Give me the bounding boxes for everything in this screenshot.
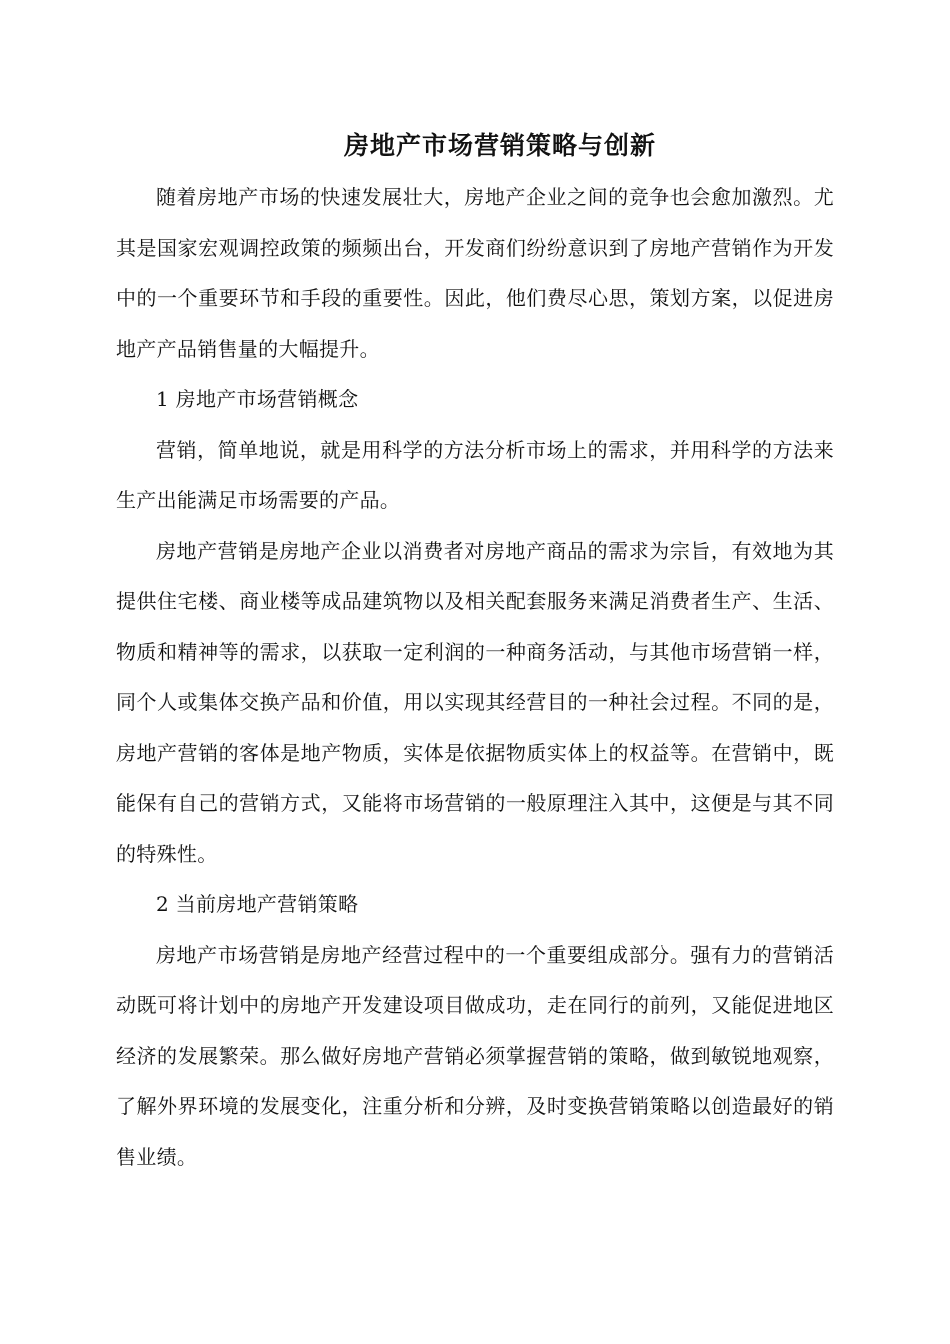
document-title: 房地产市场营销策略与创新 (343, 131, 656, 160)
real-estate-marketing-paragraph: 房地产营销是房地产企业以消费者对房地产商品的需求为宗旨，有效地为其提供住宅楼、商业楼等成品建筑物以及相关配套服务来满足消费者生产、生活、物质和精神等的需求，以获取一定利润的一种商务活动，与其他市场营销一样，同个人或集体交换产品和价值，用以实现其经营目的一种社会过程。不同的是，房地产营销的客体是地产物质，实体是依据物质实体上的权益等。在营销中，既能保有自己的营销方式，又能将市场营销的一般原理注入其中，这便是与其不同的特殊性。 (116, 538, 834, 866)
intro-paragraph: 随着房地产市场的快速发展壮大，房地产企业之间的竞争也会愈加激烈。尤其是国家宏观调控政策的频频出台，开发商们纷纷意识到了房地产营销作为开发中的一个重要环节和手段的重要性。因此，他们费尽心思，策划方案，以促进房地产产品销售量的大幅提升。 (116, 185, 834, 361)
marketing-definition-paragraph: 营销，简单地说，就是用科学的方法分析市场上的需求，并用科学的方法来生产出能满足市场需要的产品。 (116, 437, 834, 512)
section-heading-1: 1 房地产市场营销概念 (156, 387, 359, 411)
section-heading-2: 2 当前房地产营销策略 (156, 892, 359, 916)
strategy-paragraph: 房地产市场营销是房地产经营过程中的一个重要组成部分。强有力的营销活动既可将计划中的房地产开发建设项目做成功，走在同行的前列，又能促进地区经济的发展繁荣。那么做好房地产营销必须掌握营销的策略，做到敏锐地观察，了解外界环境的发展变化，注重分析和分辨，及时变换营销策略以创造最好的销售业绩。 (116, 942, 834, 1169)
